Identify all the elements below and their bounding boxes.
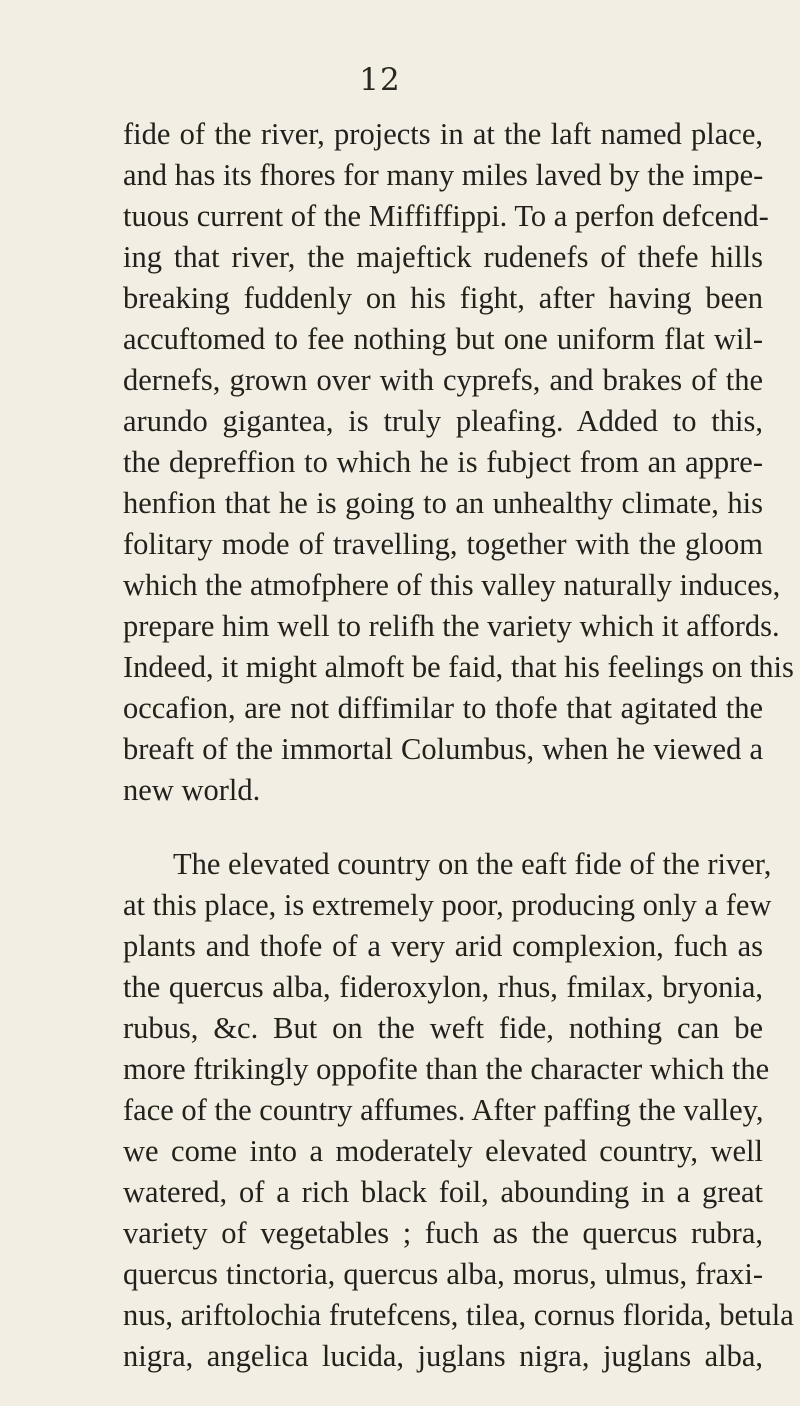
paragraph-1	[123, 114, 794, 811]
text-line: more ftrikingly oppofite than the character which the	[123, 1052, 770, 1086]
text-line: watered, of a rich black foil, abounding in a great	[123, 1175, 763, 1209]
text-line: dernefs, grown over with cyprefs, and brakes of the	[123, 363, 763, 397]
text-line: quercus tinctoria, quercus alba, morus, ulmus, fraxi-	[123, 1257, 763, 1291]
text-line: nus, ariftolochia frutefcens, tilea, cornus florida, betula	[123, 1298, 794, 1332]
text-line: ing that river, the majeftick rudenefs of thefe hills	[123, 240, 763, 274]
text-line: nigra, angelica lucida, juglans nigra, juglans alba,	[123, 1339, 763, 1373]
text-line: accuftomed to fee nothing but one uniform flat wil-	[123, 322, 763, 356]
text-line: The elevated country on the eaft fide of the river,	[173, 847, 772, 881]
text-line: at this place, is extremely poor, producing only a few	[123, 888, 772, 922]
text-line: face of the country affumes. After paffing the valley,	[123, 1093, 764, 1127]
text-line: plants and thofe of a very arid complexion, fuch as	[123, 929, 763, 963]
text-line: henfion that he is going to an unhealthy climate, his	[123, 486, 763, 520]
text-line: and has its fhores for many miles laved by the impe-	[123, 158, 764, 192]
text-line: breaft of the immortal Columbus, when he viewed a	[123, 732, 763, 766]
text-line: prepare him well to relifh the variety which it affords.	[123, 609, 780, 643]
text-line: tuous current of the Miffiffippi. To a perfon defcend-	[123, 199, 769, 233]
text-line: fide of the river, projects in at the laft named place,	[123, 117, 763, 151]
text-line: occafion, are not diffimilar to thofe that agitated the	[123, 691, 763, 725]
paragraph-gap	[123, 811, 763, 844]
text-line: the depreffion to which he is fubject from an appre-	[123, 445, 763, 479]
text-line: we come into a moderately elevated country, well	[123, 1134, 763, 1168]
text-line: rubus, &c. But on the weft fide, nothing can be	[123, 1011, 763, 1045]
text-line: folitary mode of travelling, together with the gloom	[123, 527, 763, 561]
text-line: which the atmofphere of this valley naturally induces,	[123, 568, 781, 602]
text-line: arundo gigantea, is truly pleafing. Added to this,	[123, 404, 763, 438]
text-line: Indeed, it might almoft be faid, that his feelings on this	[123, 650, 794, 684]
body-text	[123, 114, 794, 1377]
page-number: 12	[359, 62, 401, 98]
paragraph-2	[123, 844, 794, 1377]
text-line: breaking fuddenly on his fight, after having been	[123, 281, 763, 315]
text-line: new world.	[123, 773, 261, 807]
text-line: the quercus alba, fideroxylon, rhus, fmilax, bryonia,	[123, 970, 763, 1004]
text-line: variety of vegetables ; fuch as the quercus rubra,	[123, 1216, 763, 1250]
